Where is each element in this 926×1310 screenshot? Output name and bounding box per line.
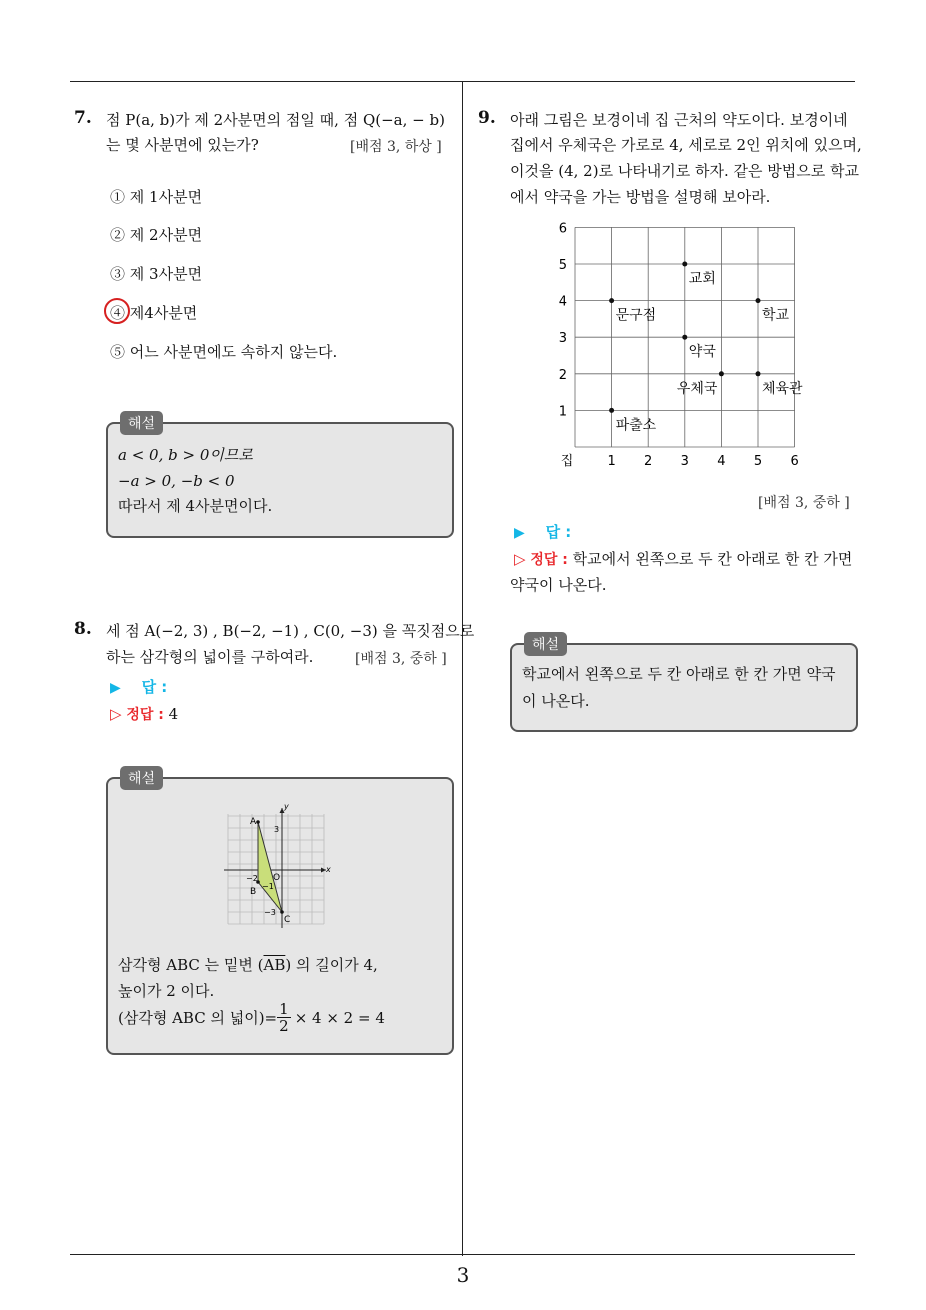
q8-correct-row — [110, 702, 178, 726]
q9-meta: [배점 3, 중하 ] — [758, 495, 850, 511]
q8-explain-line1: 삼각형 ABC 는 밑변 $(\overline{AB})$ 의 길이가 4, — [118, 956, 378, 974]
q9-correct-value-line2: 약국이 나온다. — [510, 576, 607, 594]
q8-triangle-graph — [220, 800, 340, 930]
map-place-label: 약국 — [688, 344, 716, 361]
map-place-label: 파출소 — [615, 417, 657, 434]
graph-tick-m2: −2 — [246, 874, 258, 883]
q7-meta: [배점 3, 하상 ] — [350, 139, 442, 155]
map-place-dot — [682, 262, 687, 267]
map-place-label: 체육관 — [762, 380, 803, 397]
fraction-one-half: $\frac{1}{2}$ — [279, 1000, 289, 1035]
page-number: 3 — [456, 1263, 470, 1287]
q7-question-line2: 는 몇 사분면에 있는가? — [106, 136, 259, 154]
q8-explain-line2: 높이가 2 이다. — [118, 982, 215, 1000]
map-x-tick: 5 — [753, 454, 763, 469]
option-number: ② — [110, 226, 126, 244]
q7-option-3[interactable] — [110, 263, 202, 284]
option-text: 제4사분면 — [129, 304, 198, 322]
q7-option-2[interactable] — [110, 224, 202, 245]
q9-explanation-box — [510, 643, 858, 732]
option-text: 제 1사분면 — [129, 188, 203, 206]
answer-label: 답 : — [141, 678, 168, 696]
map-x-tick: 1 — [607, 454, 616, 469]
q7-explain-line1: a < 0, b > 0이므로 — [118, 446, 253, 464]
correct-label: 정답 : — [126, 707, 164, 723]
q8-explain-line3: (삼각형 ABC 의 넓이)= $\frac{1}{2}$ × 4 × 2 = 4 — [118, 1000, 385, 1035]
map-y-tick: 1 — [558, 404, 567, 420]
map-place-dot — [756, 371, 761, 376]
column-divider — [462, 82, 463, 1256]
map-x-tick: 3 — [680, 454, 689, 469]
q9-question-line2: 집에서 우체국은 가로로 4, 세로로 2인 위치에 있으며, — [510, 136, 862, 154]
q7-explain-line2: −a > 0, −b < 0 — [118, 472, 235, 490]
q7-question-line1: 점 P(a, b)가 제 2사분면의 점일 때, 점 Q(−a, − b) — [106, 111, 445, 129]
correct-label: 정답 : — [530, 552, 568, 568]
option-number: ③ — [110, 265, 126, 283]
map-y-tick: 2 — [558, 367, 567, 383]
map-y-tick: 6 — [558, 221, 567, 237]
answer-arrow-icon: ▶ — [514, 525, 525, 541]
map-place-label: 우체국 — [676, 380, 718, 397]
map-place-label: 교회 — [688, 271, 716, 287]
correct-mark-icon: ▷ — [110, 705, 122, 723]
map-place-dot — [719, 371, 724, 376]
q8-number: 8. — [74, 619, 92, 639]
graph-tick-m3: −3 — [264, 908, 276, 917]
map-place-label: 학교 — [762, 307, 790, 324]
q9-number: 9. — [478, 108, 496, 128]
q7-option-5[interactable] — [110, 341, 337, 362]
option-text: 제 3사분면 — [129, 265, 203, 283]
q7-option-1[interactable] — [110, 186, 202, 207]
q9-question-line4: 에서 약국을 가는 방법을 설명해 보아라. — [510, 188, 771, 206]
map-place-dot — [609, 408, 614, 413]
q9-explanation-tag: 해설 — [524, 632, 567, 656]
graph-point-c: C — [284, 915, 291, 925]
graph-point-b: B — [250, 887, 257, 897]
graph-y-label: y — [284, 802, 289, 811]
correct-mark-icon: ▷ — [514, 550, 526, 568]
answer-arrow-icon: ▶ — [110, 680, 121, 696]
segment-ab: $\overline{AB}$ — [263, 956, 286, 974]
map-place-dot — [609, 298, 614, 303]
map-place-dot — [682, 335, 687, 340]
q8-meta: [배점 3, 중하 ] — [355, 651, 447, 667]
graph-tick-3: 3 — [274, 825, 280, 834]
option-number: ⑤ — [110, 343, 126, 361]
correct-value-line1: 학교에서 왼쪽으로 두 칸 아래로 한 칸 가면 — [572, 550, 853, 568]
option-number: ④ — [110, 304, 126, 322]
q7-option-4[interactable] — [110, 302, 197, 323]
map-place-label: 문구점 — [615, 307, 657, 324]
answer-label: 답 : — [545, 523, 572, 541]
graph-origin: O — [273, 873, 281, 883]
q9-question-line3: 이것을 (4, 2)로 나타내기로 하자. 같은 방법으로 학교 — [510, 162, 860, 180]
q7-explain-line3: 따라서 제 4사분면이다. — [118, 497, 273, 515]
map-x-tick: 4 — [717, 454, 726, 469]
option-text: 어느 사분면에도 속하지 않는다. — [129, 343, 338, 361]
triangle-abc — [258, 822, 282, 912]
graph-x-label: x — [326, 865, 331, 874]
q9-explain-line2: 이 나온다. — [522, 692, 590, 710]
q8-question-line1: 세 점 A(−2, 3) , B(−2, −1) , C(0, −3) 을 꼭짓점으로 — [106, 622, 475, 640]
map-place-dot — [756, 298, 761, 303]
q9-explain-line1: 학교에서 왼쪽으로 두 칸 아래로 한 칸 가면 약국 — [522, 665, 836, 683]
correct-value: 4 — [168, 705, 179, 723]
q8-question-line2: 하는 삼각형의 넓이를 구하여라. — [106, 648, 314, 666]
map-origin-label: 집 — [560, 454, 574, 469]
graph-tick-m1: −1 — [262, 882, 274, 891]
bottom-rule — [70, 1254, 855, 1255]
q9-neighborhood-map — [550, 220, 820, 480]
q9-question-line1: 아래 그림은 보경이네 집 근처의 약도이다. 보경이네 — [510, 111, 848, 129]
map-y-tick: 3 — [558, 331, 567, 347]
map-y-tick: 5 — [558, 258, 567, 273]
option-text: 제 2사분면 — [129, 226, 203, 244]
map-x-tick: 6 — [790, 454, 799, 469]
graph-point-a: A — [250, 817, 257, 827]
q7-explanation-tag: 해설 — [120, 411, 163, 435]
q8-answer-row — [110, 676, 167, 697]
q7-number: 7. — [74, 108, 92, 128]
map-y-tick: 4 — [558, 294, 567, 310]
option-number: ① — [110, 188, 126, 206]
q9-answer-row — [514, 521, 571, 542]
q8-explanation-tag: 해설 — [120, 766, 163, 790]
map-x-tick: 2 — [644, 454, 653, 469]
q9-correct-row — [514, 547, 852, 571]
